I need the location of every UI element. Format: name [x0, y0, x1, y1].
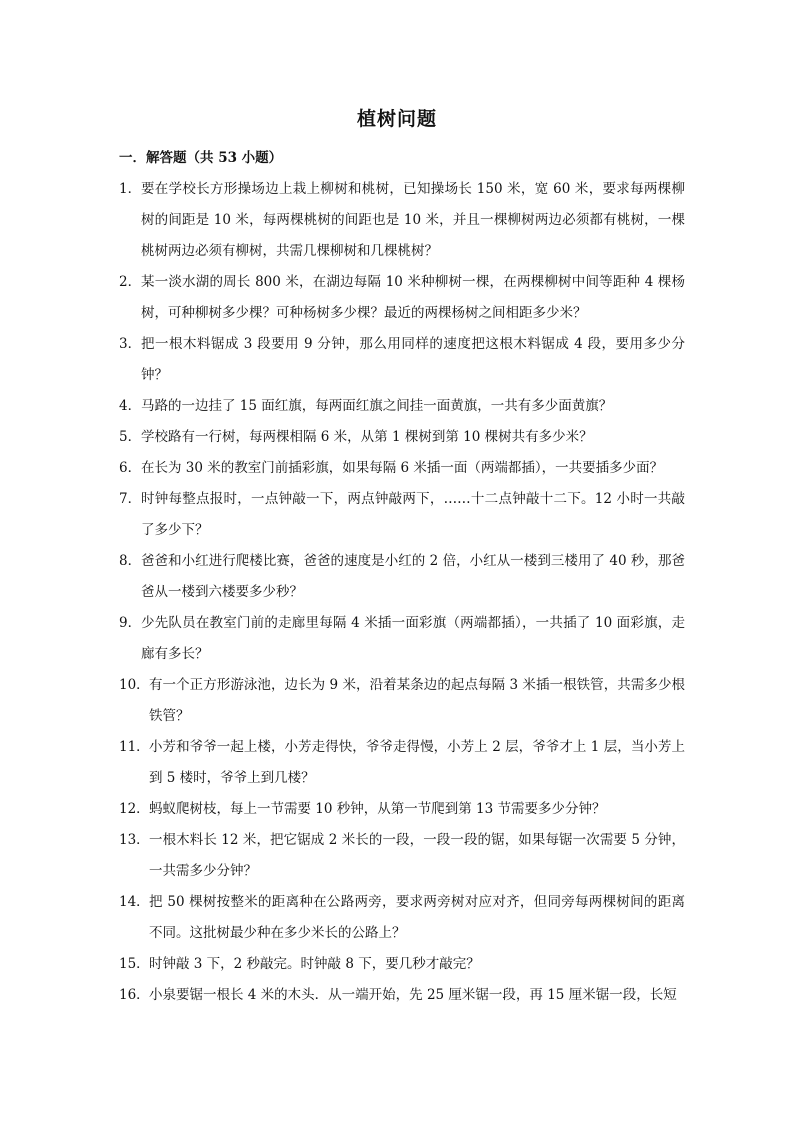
page-title: 植树问题 [356, 108, 437, 130]
question-item [119, 980, 685, 1011]
question-item [119, 453, 685, 484]
question-item [119, 391, 685, 422]
question-number: 6． [119, 460, 142, 476]
question-number: 11． [119, 739, 150, 755]
question-text: 少先队员在教室门前的走廊里每隔 4 米插一面彩旗（两端都插），一共插了 10 面彩旗，走廊有多长？ [141, 615, 685, 662]
question-number: 14． [119, 894, 150, 910]
question-number: 4． [119, 398, 142, 414]
question-text: 爸爸和小红进行爬楼比赛，爸爸的速度是小红的 2 倍，小红从一楼到三楼用了 40 秒，那爸爸从一楼到六楼要多少秒？ [141, 553, 685, 600]
question-text: 学校路有一行树，每两棵相隔 6 米，从第 1 棵树到第 10 棵树共有多少米？ [141, 429, 593, 445]
question-number: 7． [119, 491, 142, 507]
question-item [119, 267, 685, 329]
question-text: 把一根木料锯成 3 段要用 9 分钟，那么用同样的速度把这根木料锯成 4 段，要用多少分钟？ [141, 336, 685, 383]
question-number: 13． [119, 832, 150, 848]
question-number: 8． [119, 553, 142, 569]
question-text: 时钟每整点报时，一点钟敲一下，两点钟敲两下，……十二点钟敲十二下。12 小时一共敲了多少下？ [141, 491, 685, 538]
question-item [119, 484, 685, 546]
question-text: 马路的一边挂了 15 面红旗，每两面红旗之间挂一面黄旗，一共有多少面黄旗？ [141, 398, 613, 414]
question-text: 要在学校长方形操场边上栽上柳树和桃树，已知操场长 150 米，宽 60 米，要求每两棵柳树的间距是 10 米，每两棵桃树的间距也是 10 米，并且一棵柳树两边必须都有桃树，一棵桃树两边必须有柳树，共需几棵柳树和几棵桃树？ [141, 181, 685, 259]
question-text: 有一个正方形游泳池，边长为 9 米，沿着某条边的起点每隔 3 米插一根铁管，共需多少根铁管？ [149, 677, 685, 724]
question-number: 10． [119, 677, 150, 693]
question-text: 某一淡水湖的周长 800 米，在湖边每隔 10 米种柳树一棵，在两棵柳树中间等距种 4 棵杨树，可种柳树多少棵？可种杨树多少棵？最近的两棵杨树之间相距多少米？ [141, 274, 685, 321]
question-number: 5． [119, 429, 142, 445]
question-item [119, 422, 685, 453]
question-text: 时钟敲 3 下，2 秒敲完。时钟敲 8 下，要几秒才敲完？ [149, 956, 480, 972]
question-number: 16． [119, 987, 150, 1003]
question-item [119, 949, 685, 980]
question-text: 蚂蚁爬树枝，每上一节需要 10 秒钟，从第一节爬到第 13 节需要多少分钟？ [149, 801, 606, 817]
question-number: 15． [119, 956, 150, 972]
question-item [119, 329, 685, 391]
question-text: 在长为 30 米的教室门前插彩旗，如果每隔 6 米插一面（两端都插），一共要插多少面？ [141, 460, 664, 476]
question-item [119, 546, 685, 608]
question-number: 9． [119, 615, 142, 631]
section-heading: 一．解答题（共 53 小题） [119, 150, 283, 166]
question-number: 3． [119, 336, 142, 352]
question-text: 小泉要锯一根长 4 米的木头．从一端开始，先 25 厘米锯一段，再 15 厘米锯一段，长短 [149, 987, 677, 1003]
question-text: 把 50 棵树按整米的距离种在公路两旁，要求两旁树对应对齐，但同旁每两棵树间的距离不同。这批树最少种在多少米长的公路上？ [149, 894, 685, 941]
question-item [119, 174, 685, 267]
question-text: 小芳和爷爷一起上楼，小芳走得快，爷爷走得慢，小芳上 2 层，爷爷才上 1 层，当小芳上到 5 楼时，爷爷上到几楼？ [149, 739, 685, 786]
question-item [119, 887, 685, 949]
question-number: 2． [119, 274, 142, 290]
question-list [119, 174, 685, 1011]
question-item [119, 608, 685, 670]
question-number: 12． [119, 801, 150, 817]
question-item [119, 732, 685, 794]
question-number: 1． [119, 181, 142, 197]
question-item [119, 794, 685, 825]
question-item [119, 825, 685, 887]
question-item [119, 670, 685, 732]
question-text: 一根木料长 12 米，把它锯成 2 米长的一段，一段一段的锯，如果每锯一次需要 5 分钟，一共需多少分钟？ [149, 832, 685, 879]
